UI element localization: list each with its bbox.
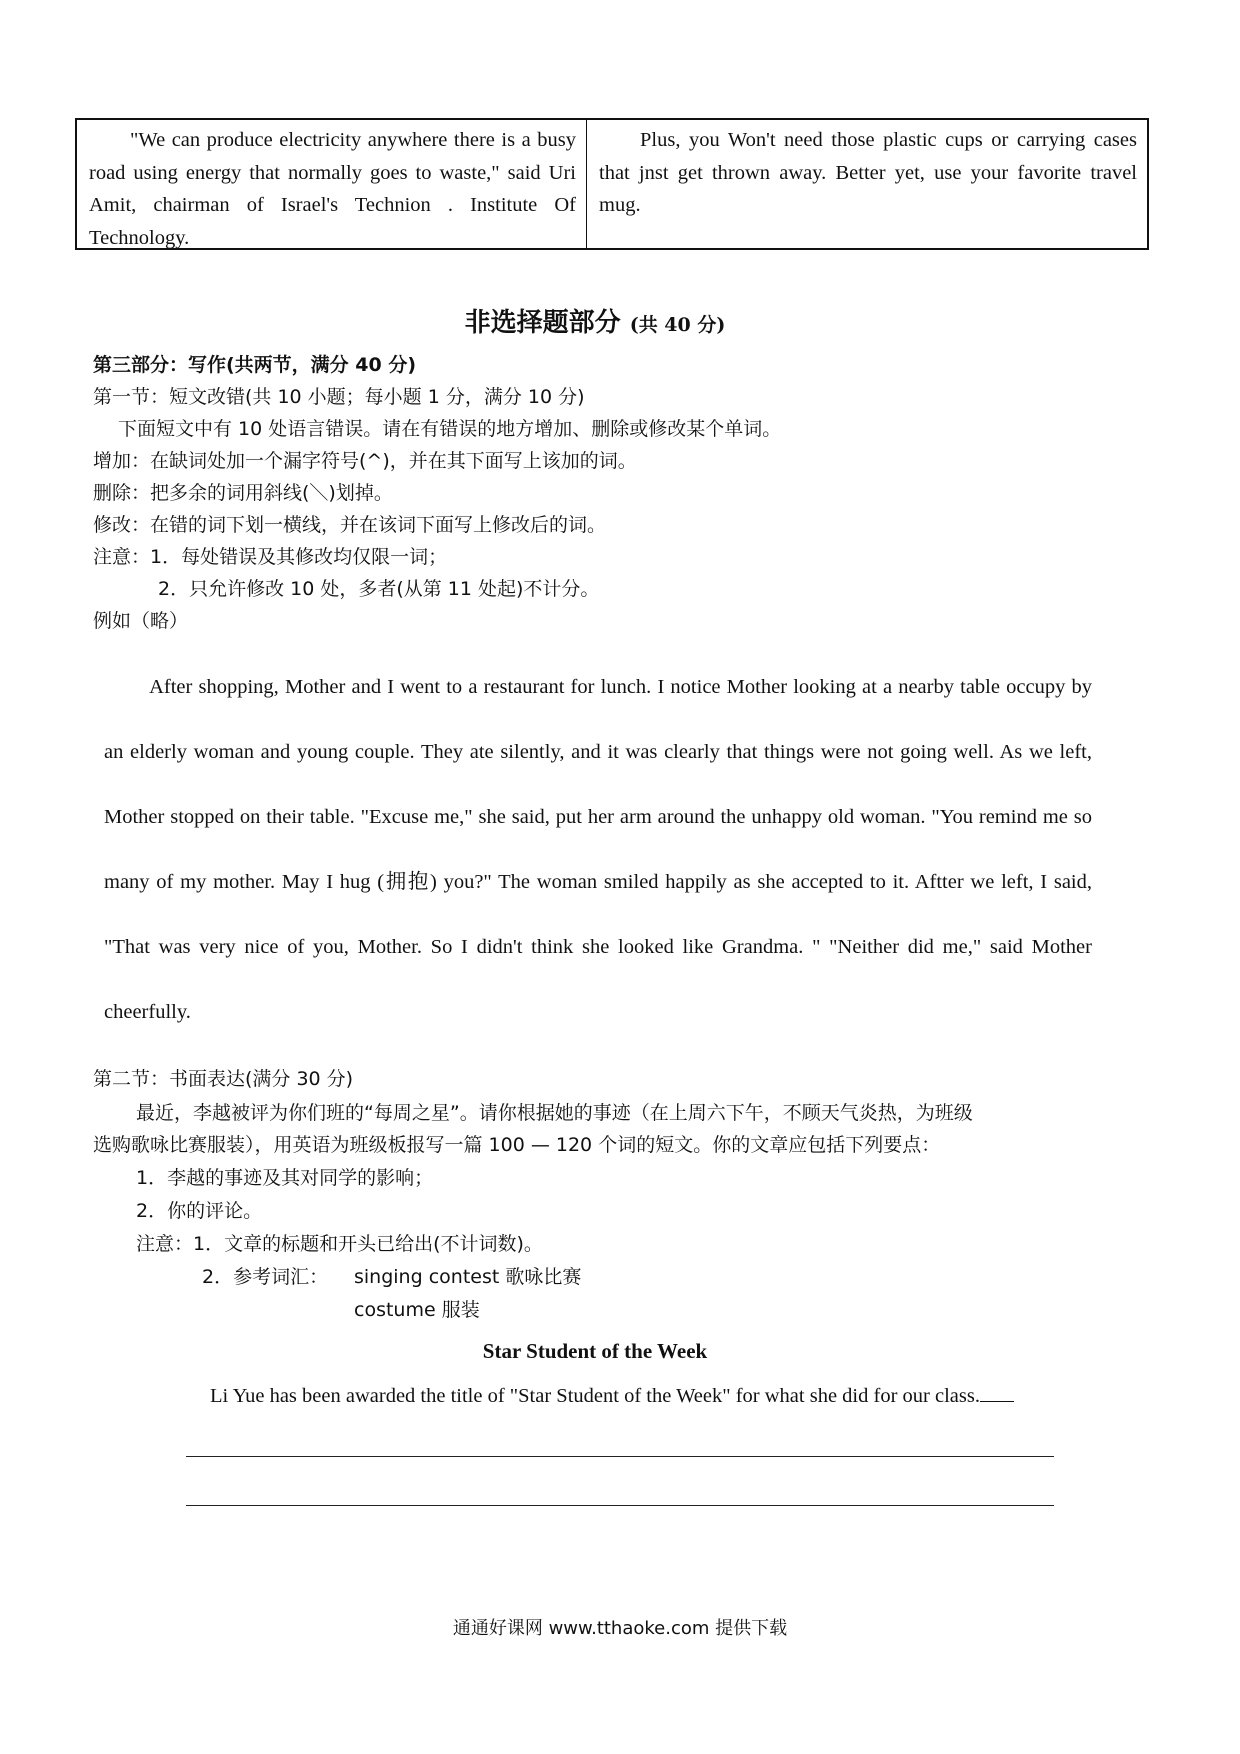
writing-note-1: 注意：1．文章的标题和开头已给出(不计词数)。 bbox=[136, 1233, 543, 1255]
table-cell-left: "We can produce electricity anywhere there is a busy road using energy that normally goes to waste," said Uri Amit, chairman of Israel's Technion . Institute Of Technology. bbox=[77, 120, 587, 248]
essay-opening-text: Li Yue has been awarded the title of "Star Student of the Week" for what she did for our class. bbox=[210, 1385, 980, 1407]
page-heading bbox=[0, 302, 1190, 339]
point-1: 1．李越的事迹及其对同学的影响； bbox=[136, 1167, 434, 1189]
note-2: 2．只允许修改 10 处，多者(从第 11 处起)不计分。 bbox=[158, 578, 600, 600]
essay-opening bbox=[210, 1383, 1014, 1408]
essay-title: Star Student of the Week bbox=[482, 1339, 708, 1363]
writing-line[interactable] bbox=[186, 1456, 1054, 1457]
section1-instruction: 下面短文中有 10 处语言错误。请在有错误的地方增加、删除或修改某个单词。 bbox=[118, 418, 782, 440]
vocab-costume: costume 服装 bbox=[354, 1299, 480, 1321]
footer-watermark: 通通好课网 www.tthaoke.com 提供下载 bbox=[452, 1618, 788, 1639]
point-2: 2．你的评论。 bbox=[136, 1200, 263, 1222]
error-correction-passage: After shopping, Mother and I went to a restaurant for lunch. I notice Mother looking at a nearby table occupy by an elderly woman and young couple. They ate silently, and it was clearly that things were not going well. As we left, Mother stopped on their table. "Excuse me," she said, put her arm around the unhappy old woman. "You remind me so many of my mother. May I hug (拥抱) you?" The woman smiled happily as she accepted to it. Aftter we left, I said, "That was very nice of you, Mother. So I didn't think she looked like Grandma. " "Neither did me," said Mother cheerfully. bbox=[104, 676, 1092, 1023]
part3-title: 第三部分：写作(共两节，满分 40 分) bbox=[93, 354, 417, 376]
note-1: 注意：1．每处错误及其修改均仅限一词； bbox=[93, 546, 448, 568]
rule-add: 增加：在缺词处加一个漏字符号(^)，并在其下面写上该加的词。 bbox=[93, 450, 637, 472]
writing-note-2: 2．参考词汇： bbox=[202, 1266, 329, 1288]
vocab-singing-contest: singing contest 歌咏比赛 bbox=[354, 1266, 582, 1288]
rule-delete: 删除：把多余的词用斜线(＼)划掉。 bbox=[93, 482, 393, 504]
table-cell-right: Plus, you Won't need those plastic cups or carrying cases that jnst get thrown away. Better yet, use your favorite travel mug. bbox=[599, 129, 1137, 216]
prompt-line-2: 选购歌咏比赛服装），用英语为班级板报写一篇 100 — 120 个词的短文。你的文章应包括下列要点： bbox=[93, 1134, 941, 1156]
section2-title: 第二节：书面表达(满分 30 分) bbox=[93, 1068, 354, 1090]
rule-modify: 修改：在错的词下划一横线，并在该词下面写上修改后的词。 bbox=[93, 514, 607, 536]
answer-table bbox=[75, 118, 1149, 250]
writing-line[interactable] bbox=[186, 1505, 1054, 1506]
heading-score: (共 40 分) bbox=[629, 314, 726, 336]
prompt-line-1: 最近，李越被评为你们班的“每周之星”。请你根据她的事迹（在上周六下午，不顾天气炎热，为班级 bbox=[136, 1102, 973, 1124]
example-label: 例如（略） bbox=[93, 610, 189, 632]
heading-title: 非选择题部分 bbox=[464, 308, 621, 338]
answer-blank[interactable] bbox=[980, 1383, 1014, 1402]
section1-title: 第一节：短文改错(共 10 小题；每小题 1 分，满分 10 分) bbox=[93, 386, 585, 408]
